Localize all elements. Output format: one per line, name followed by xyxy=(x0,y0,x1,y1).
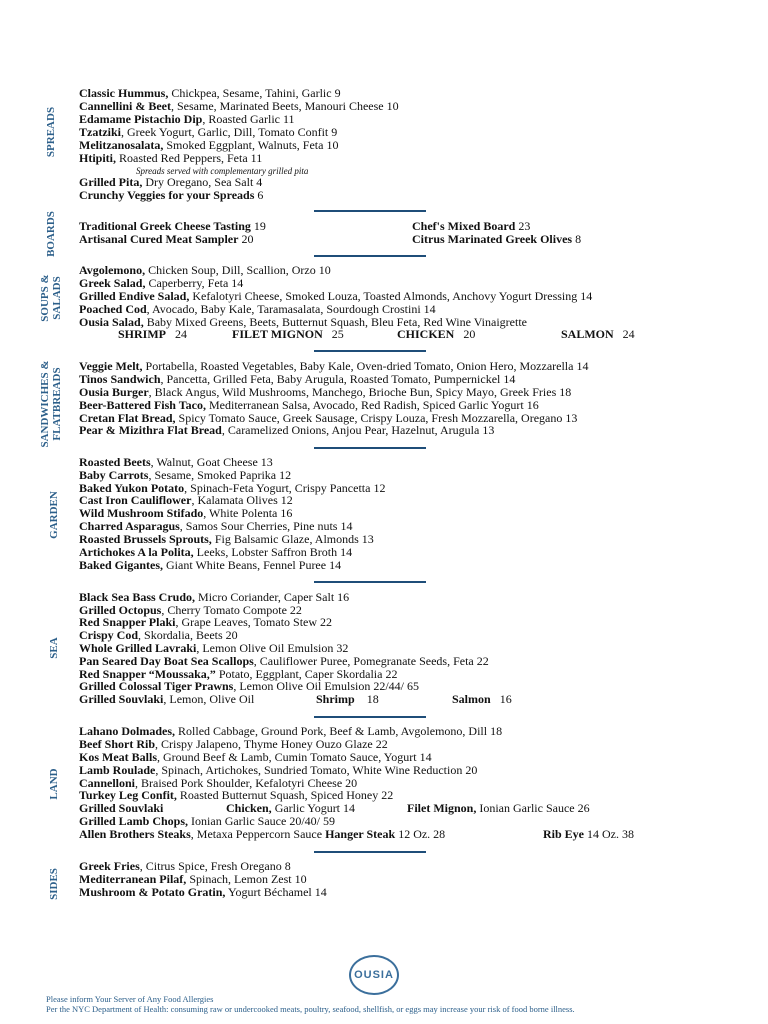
addon-item: CHICKEN 20 xyxy=(397,327,476,341)
menu-item: Allen Brothers Steaks, Metaxa Peppercorn Sauce Hanger Steak 12 Oz. 28 xyxy=(79,827,446,841)
menu-item: Pear & Mizithra Flat Bread, Caramelized Onions, Anjou Pear, Hazelnut, Arugula 13 xyxy=(79,423,495,437)
section-divider xyxy=(314,447,426,449)
menu-item: Classic Hummus, Chickpea, Sesame, Tahini, Garlic 9 xyxy=(79,86,341,100)
addon-item: SHRIMP 24 xyxy=(118,327,187,341)
menu-item: Grilled Endive Salad, Kefalotyri Cheese, Smoked Louza, Toasted Almonds, Anchovy Yogurt Dressing 14 xyxy=(79,289,593,303)
menu-item: Rib Eye 14 Oz. 38 xyxy=(543,827,635,841)
menu-item: Beef Short Rib, Crispy Jalapeno, Thyme Honey Ouzo Glaze 22 xyxy=(79,737,388,751)
menu-item: Cannelloni, Braised Pork Shoulder, Kefalotyri Cheese 20 xyxy=(79,776,358,790)
menu-item: Roasted Beets, Walnut, Goat Cheese 13 xyxy=(79,455,273,469)
menu-item: Baked Yukon Potato, Spinach-Feta Yogurt, Crispy Pancetta 12 xyxy=(79,481,386,495)
menu-item: Crunchy Veggies for your Spreads 6 xyxy=(79,188,264,202)
menu-item: Chef's Mixed Board 23 xyxy=(412,219,531,233)
section-divider xyxy=(314,210,426,212)
menu-item: Grilled Pita, Dry Oregano, Sea Salt 4 xyxy=(79,175,263,189)
menu-item: Lamb Roulade, Spinach, Artichokes, Sundried Tomato, White Wine Reduction 20 xyxy=(79,763,478,777)
ousia-logo: OUSIA xyxy=(349,955,399,995)
menu-item: Mediterranean Pilaf, Spinach, Lemon Zest 10 xyxy=(79,872,307,886)
menu-item: Ousia Burger, Black Angus, Wild Mushrooms, Manchego, Brioche Bun, Spicy Mayo, Greek Fries 18 xyxy=(79,385,572,399)
allergy-notice: Please inform Your Server of Any Food Allergies xyxy=(46,994,214,1004)
menu-item: Poached Cod, Avocado, Baby Kale, Taramasalata, Sourdough Crostini 14 xyxy=(79,302,436,316)
menu-item: Red Snapper Plaki, Grape Leaves, Tomato Stew 22 xyxy=(79,615,333,629)
menu-item: Edamame Pistachio Dip, Roasted Garlic 11 xyxy=(79,112,295,126)
menu-item: Kos Meat Balls, Ground Beef & Lamb, Cumin Tomato Sauce, Yogurt 14 xyxy=(79,750,432,764)
menu-item: Baked Gigantes, Giant White Beans, Fennel Puree 14 xyxy=(79,558,342,572)
menu-item: Mushroom & Potato Gratin, Yogurt Béchamel 14 xyxy=(79,885,327,899)
menu-item: Whole Grilled Lavraki, Lemon Olive Oil Emulsion 32 xyxy=(79,641,349,655)
menu-item: Cannellini & Beet, Sesame, Marinated Beets, Manouri Cheese 10 xyxy=(79,99,399,113)
menu-item: Greek Fries, Citrus Spice, Fresh Oregano 8 xyxy=(79,859,291,873)
section-divider xyxy=(314,581,426,583)
spreads-note: Spreads served with complementary grilled pita xyxy=(136,166,309,176)
health-notice: Per the NYC Department of Health: consuming raw or undercooked meats, poultry, seafood, shellfish, or eggs may increase your risk of food borne illness. xyxy=(46,1004,575,1014)
menu-item: Cast Iron Cauliflower, Kalamata Olives 12 xyxy=(79,493,293,507)
menu-item: Grilled Souvlaki xyxy=(79,801,164,815)
menu-item: Cretan Flat Bread, Spicy Tomato Sauce, Greek Sausage, Crispy Louza, Fresh Mozzarella, Oregano 13 xyxy=(79,411,578,425)
menu-item: Tzatziki, Greek Yogurt, Garlic, Dill, Tomato Confit 9 xyxy=(79,125,338,139)
menu-item: Ousia Salad, Baby Mixed Greens, Beets, Butternut Squash, Bleu Feta, Red Wine Vinaigrette xyxy=(79,315,527,329)
menu-item: Grilled Colossal Tiger Prawns, Lemon Olive Oil Emulsion 22/44/ 65 xyxy=(79,679,419,693)
menu-item: Crispy Cod, Skordalia, Beets 20 xyxy=(79,628,238,642)
menu-item: Melitzanosalata, Smoked Eggplant, Walnuts, Feta 10 xyxy=(79,138,339,152)
menu-item: Htipiti, Roasted Red Peppers, Feta 11 xyxy=(79,151,263,165)
menu-item: Artisanal Cured Meat Sampler 20 xyxy=(79,232,254,246)
menu-item: Red Snapper “Moussaka,” Potato, Eggplant, Caper Skordalia 22 xyxy=(79,667,398,681)
menu-item: Turkey Leg Confit, Roasted Butternut Squash, Spiced Honey 22 xyxy=(79,788,394,802)
menu-item: Black Sea Bass Crudo, Micro Coriander, Caper Salt 16 xyxy=(79,590,350,604)
menu-item: Pan Seared Day Boat Sea Scallops, Cauliflower Puree, Pomegranate Seeds, Feta 22 xyxy=(79,654,489,668)
menu-item: Beer-Battered Fish Taco, Mediterranean Salsa, Avocado, Red Radish, Spiced Garlic Yogurt 16 xyxy=(79,398,539,412)
menu-item: Grilled Octopus, Cherry Tomato Compote 22 xyxy=(79,603,302,617)
section-divider xyxy=(314,716,426,718)
souvlaki-option: Filet Mignon, Ionian Garlic Sauce 26 xyxy=(407,801,590,815)
souvlaki-option: Chicken, Garlic Yogurt 14 xyxy=(226,801,356,815)
addon-item: FILET MIGNON 25 xyxy=(232,327,344,341)
section-divider xyxy=(314,255,426,257)
souvlaki-option: Salmon 16 xyxy=(452,692,512,706)
menu-item: Wild Mushroom Stifado, White Polenta 16 xyxy=(79,506,293,520)
section-divider xyxy=(314,851,426,853)
menu-item: Grilled Lamb Chops, Ionian Garlic Sauce 20/40/ 59 xyxy=(79,814,335,828)
addon-item: SALMON 24 xyxy=(561,327,635,341)
menu-item: Avgolemono, Chicken Soup, Dill, Scallion, Orzo 10 xyxy=(79,263,331,277)
menu-item: Charred Asparagus, Samos Sour Cherries, Pine nuts 14 xyxy=(79,519,353,533)
menu-item: Baby Carrots, Sesame, Smoked Paprika 12 xyxy=(79,468,292,482)
menu-item: Traditional Greek Cheese Tasting 19 xyxy=(79,219,266,233)
menu-item: Greek Salad, Caperberry, Feta 14 xyxy=(79,276,244,290)
menu-item: Artichokes A la Polita, Leeks, Lobster Saffron Broth 14 xyxy=(79,545,353,559)
menu-item: Lahano Dolmades, Rolled Cabbage, Ground Pork, Beef & Lamb, Avgolemono, Dill 18 xyxy=(79,724,503,738)
menu-item: Veggie Melt, Portabella, Roasted Vegetables, Baby Kale, Oven-dried Tomato, Onion Hero, Mozzarella 14 xyxy=(79,359,589,373)
souvlaki-option: Shrimp 18 xyxy=(316,692,379,706)
menu-item: Tinos Sandwich, Pancetta, Grilled Feta, Baby Arugula, Roasted Tomato, Pumpernickel 14 xyxy=(79,372,516,386)
menu-item: Roasted Brussels Sprouts, Fig Balsamic Glaze, Almonds 13 xyxy=(79,532,374,546)
menu-item: Citrus Marinated Greek Olives 8 xyxy=(412,232,582,246)
section-divider xyxy=(314,350,426,352)
menu-item: Grilled Souvlaki, Lemon, Olive Oil xyxy=(79,692,255,706)
